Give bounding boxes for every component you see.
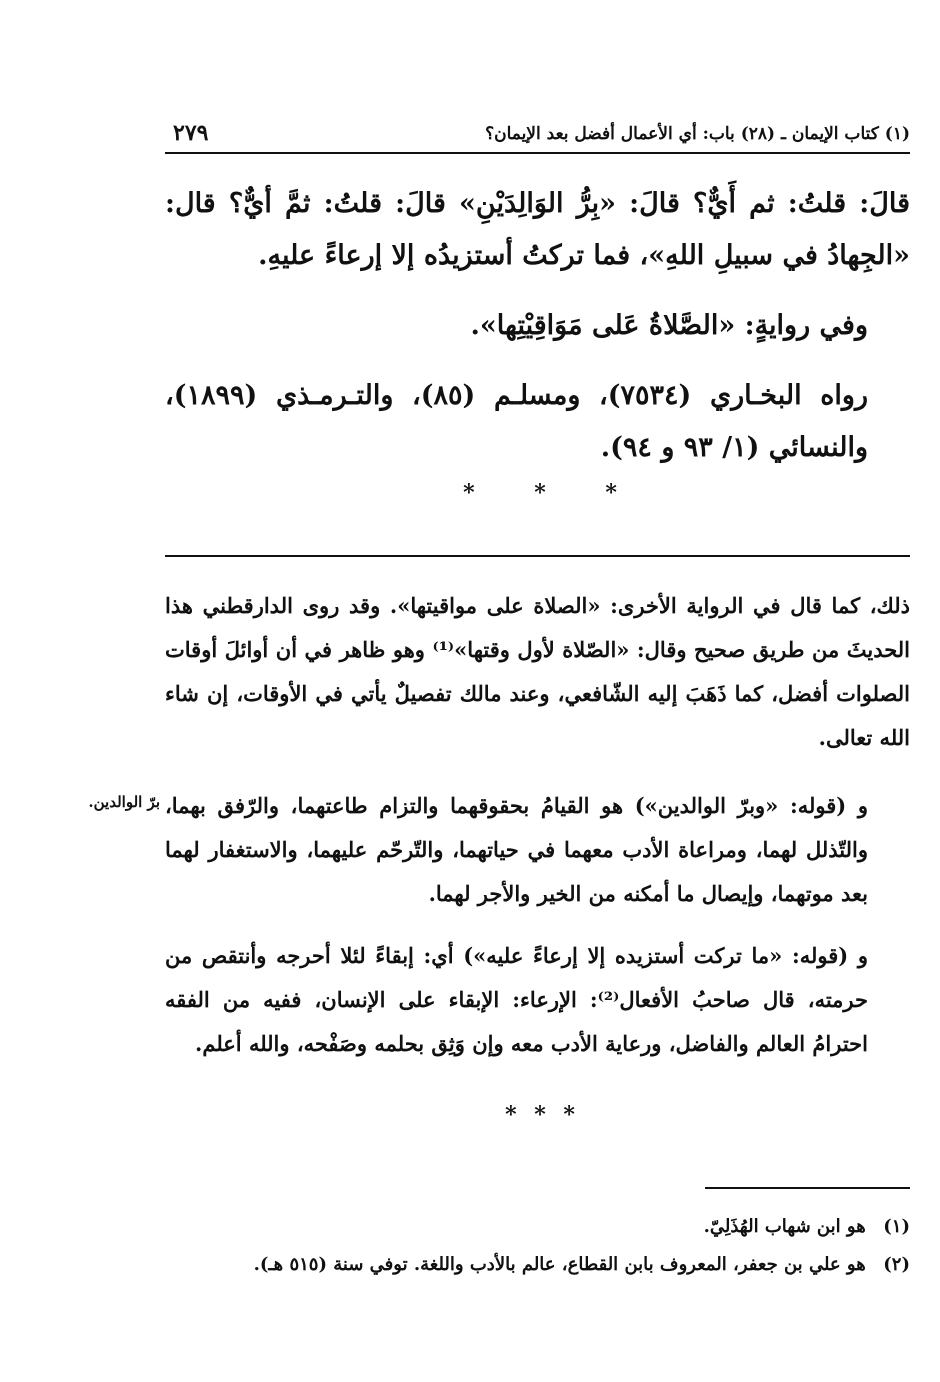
commentary-paragraph-3 (165, 934, 910, 1066)
page-number: ٢٧٩ (173, 120, 209, 146)
commentary-paragraph-1 (165, 584, 910, 760)
header-title: (١) كتاب الإيمان ـ (٢٨) باب: أي الأعمال أفضل بعد الإيمان؟ (485, 124, 910, 144)
footnotes (165, 1208, 910, 1284)
footnote-number: (٢) (883, 1254, 910, 1275)
commentary-text-2: و (قوله: «وبرّ الوالدين») هو القيامُ بحقوقهما والتزام طاعتهما، والرّفق بهما، والتّذلل لهما، ومراعاة الأدب معهما في حياتهما، والتّرحّم عليهما، والاستغفار لهما بعد موتهما، وإيصال ما أمكنه من الخير والأجر لهما. (165, 793, 868, 906)
footnote-number: (١) (883, 1216, 910, 1237)
commentary-text-3: و (قوله: «ما تركت أستزيده إلا إرعاءً عليه») أي: إبقاءً لئلا أحرجه وأنتقص من حرمته، قال صاحبُ الأفعال⁽²⁾: الإرعاء: الإبقاء على الإنسان، ففيه من الفقه احترامُ العالم والفاضل، ورعاية الأدب معه وإن وَثِق بحلمه وصَفْحه، والله أعلم. (165, 943, 868, 1056)
commentary-paragraph-2 (165, 784, 910, 916)
hadith-text-paragraph (165, 178, 910, 282)
narration-paragraph (165, 300, 910, 352)
section-stars-bottom: * * * (505, 1102, 575, 1128)
running-header (165, 118, 910, 154)
margin-note: برّ الوالدين. (88, 793, 160, 811)
section-stars-top: * * * (463, 480, 617, 506)
footnote (165, 1246, 910, 1284)
narration-text: وفي روايةٍ: «الصَّلاةُ عَلى مَوَاقِيْتِها». (470, 310, 868, 341)
hadith-main-text: قالَ: قلتُ: ثم أَيٌّ؟ قالَ: «بِرُّ الوَالِدَيْنِ» قالَ: قلتُ: ثمَّ أيٌّ؟ قال: «الجِهادُ في سبيلِ اللهِ»، فما تركتُ أستزيدُه إلا إرعاءً عليهِ. (165, 188, 910, 271)
source-paragraph (165, 370, 910, 474)
footnote-text: هو علي بن جعفر، المعروف بابن القطاع، عالم بالأدب واللغة. توفي سنة (٥١٥ هـ). (253, 1254, 866, 1275)
footnote (165, 1208, 910, 1246)
commentary-text-1: ذلك، كما قال في الرواية الأخرى: «الصلاة على مواقيتها». وقد روى الدارقطني هذا الحديثَ من طريق صحيح وقال: «الصّلاة لأول وقتها»⁽¹⁾ وهو ظاهر في أن أوائلَ أوقات الصلوات أفضل، كما ذَهَبَ إليه الشّافعي، وعند مالك تفصيلٌ يأتي في الأوقات، إن شاء الله تعالى. (165, 593, 911, 750)
hadith-sources: رواه البخـاري (٧٥٣٤)، ومسلـم (٨٥)، والتـرمـذي (١٨٩٩)، والنسائي (١/ ٩٣ و ٩٤). (165, 380, 868, 463)
main-divider (165, 555, 910, 557)
footnote-text: هو ابن شهاب الهُذَلِيّ. (703, 1216, 866, 1237)
footnote-divider (705, 1187, 910, 1189)
